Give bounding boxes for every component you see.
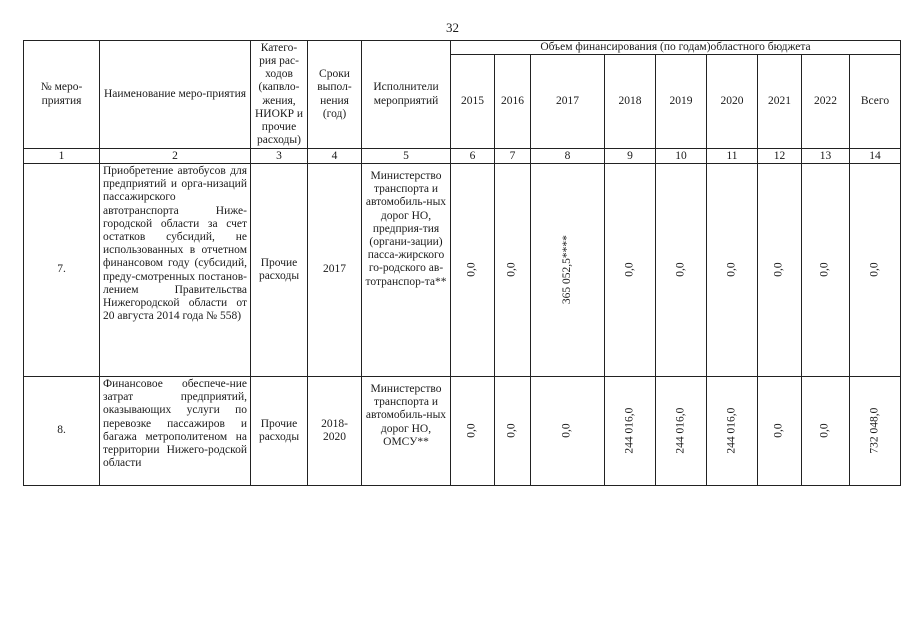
- column-number: 8: [531, 149, 605, 164]
- header-year: 2018: [605, 55, 656, 149]
- row-value-cell: [802, 164, 850, 377]
- row-name: Приобретение автобусов для предприятий и орга-низаций пассажирского автотранспорта Ниже-городской области за счет остатков субсидий, не использованных в отчетном финансовом году (субсидий, преду-смотренных постанов-лением Правительства Нижегородской области от 20 августа 2014 года № 558): [100, 164, 251, 377]
- table-row: [24, 164, 901, 377]
- row-value: 0,0: [772, 423, 785, 439]
- row-value: 0,0: [465, 423, 478, 439]
- row-value-cell: [758, 164, 802, 377]
- row-value: 365 052,5****: [560, 235, 573, 305]
- column-number: 9: [605, 149, 656, 164]
- row-value: 0,0: [505, 423, 518, 439]
- column-number: 3: [251, 149, 308, 164]
- header-year: 2017: [531, 55, 605, 149]
- row-category: Прочие расходы: [251, 164, 308, 377]
- table-row: [24, 377, 901, 486]
- header-year: 2021: [758, 55, 802, 149]
- column-number: 10: [656, 149, 707, 164]
- column-number: 14: [850, 149, 901, 164]
- row-value-cell: [850, 377, 901, 486]
- column-number-row: [24, 149, 901, 164]
- row-value-cell: [656, 164, 707, 377]
- row-value-cell: [605, 164, 656, 377]
- column-number: 12: [758, 149, 802, 164]
- row-value: 244 016,0: [623, 407, 636, 454]
- row-value: 0,0: [623, 262, 636, 278]
- column-number: 13: [802, 149, 850, 164]
- row-category: Прочие расходы: [251, 377, 308, 486]
- column-number: 2: [100, 149, 251, 164]
- row-value-cell: [605, 377, 656, 486]
- row-value: 0,0: [725, 262, 738, 278]
- row-value-cell: [495, 377, 531, 486]
- row-value-cell: [758, 377, 802, 486]
- header-budget-group: Объем финансирования (по годам)областного бюджета: [451, 41, 901, 55]
- header-category: Катего-рия рас-ходов (капвло-жения, НИОКР и прочие расходы): [251, 41, 308, 149]
- header-year: 2022: [802, 55, 850, 149]
- row-value-cell: [451, 377, 495, 486]
- row-value-cell: [495, 164, 531, 377]
- row-executors: Министерство транспорта и автомобиль-ных дорог НО, ОМСУ**: [362, 377, 451, 486]
- column-number: 5: [362, 149, 451, 164]
- financing-table: [23, 40, 901, 486]
- row-value: 0,0: [674, 262, 687, 278]
- row-value-cell: [802, 377, 850, 486]
- row-value-cell: [656, 377, 707, 486]
- row-value: 244 016,0: [725, 407, 738, 454]
- header-name: Наименование меро-приятия: [100, 41, 251, 149]
- column-number: 6: [451, 149, 495, 164]
- row-value: 0,0: [560, 423, 573, 439]
- row-value: 0,0: [505, 262, 518, 278]
- row-value: 0,0: [772, 262, 785, 278]
- column-number: 11: [707, 149, 758, 164]
- header-terms: Сроки выпол-нения (год): [308, 41, 362, 149]
- row-number: 7.: [24, 164, 100, 377]
- row-total: 0,0: [868, 262, 881, 278]
- row-total: 732 048,0: [868, 407, 881, 454]
- row-value: 0,0: [818, 262, 831, 278]
- row-terms: 2017: [308, 164, 362, 377]
- row-executors: Министерство транспорта и автомобиль-ных дорог НО, предприя-тия (органи-зации) пасса-жирского го-родского ав-тотранспор-та**: [362, 164, 451, 377]
- header-number: № меро-приятия: [24, 41, 100, 149]
- header-year: 2020: [707, 55, 758, 149]
- row-number: 8.: [24, 377, 100, 486]
- row-value: 244 016,0: [674, 407, 687, 454]
- header-total: Всего: [850, 55, 901, 149]
- header-year: 2019: [656, 55, 707, 149]
- header-executors: Исполнители мероприятий: [362, 41, 451, 149]
- row-name: Финансовое обеспече-ние затрат предприятий, оказывающих услуги по перевозке пассажиров и багажа метрополитеном на территории Нижего-родской области: [100, 377, 251, 486]
- row-value: 0,0: [818, 423, 831, 439]
- row-value-cell: [531, 377, 605, 486]
- row-value-cell: [531, 164, 605, 377]
- page-number: 32: [446, 20, 459, 35]
- row-value: 0,0: [465, 262, 478, 278]
- row-value-cell: [707, 164, 758, 377]
- row-terms: 2018-2020: [308, 377, 362, 486]
- row-value-cell: [850, 164, 901, 377]
- row-value-cell: [707, 377, 758, 486]
- column-number: 1: [24, 149, 100, 164]
- row-value-cell: [451, 164, 495, 377]
- column-number: 4: [308, 149, 362, 164]
- header-year: 2015: [451, 55, 495, 149]
- header-year: 2016: [495, 55, 531, 149]
- column-number: 7: [495, 149, 531, 164]
